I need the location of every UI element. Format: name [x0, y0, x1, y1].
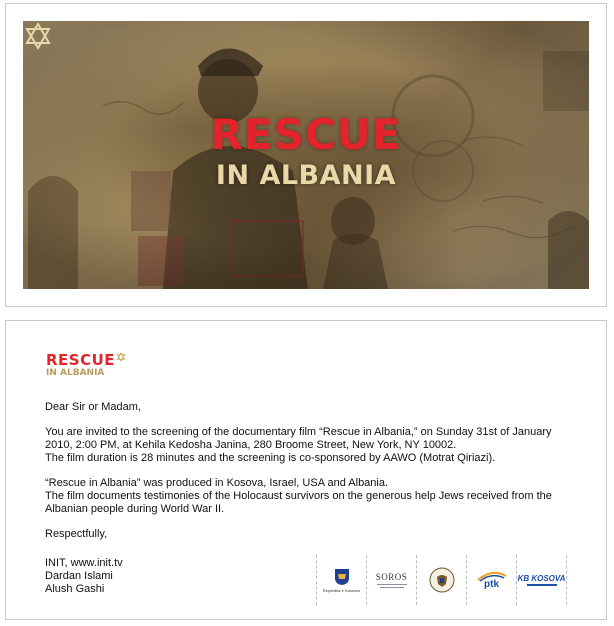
signature-block: [45, 557, 123, 596]
paragraph-1-line-3: The film duration is 28 minutes and the screening is co-sponsored by AAWO (Motrat Qiriazi).: [45, 452, 496, 464]
signature-line: Alush Gashi: [45, 583, 105, 595]
sponsor-kosovo-caption: Republika e Kosoves: [322, 587, 361, 593]
poster-subtitle: IN ALBANIA: [215, 160, 397, 191]
closing: Respectfully,: [45, 528, 108, 540]
kb-logo: KB KOSOVA: [517, 574, 566, 583]
paragraph-2-line-3: Albanian people during World War II.: [45, 503, 225, 515]
salutation: Dear Sir or Madam,: [45, 401, 141, 413]
poster-title: RESCUE: [210, 110, 402, 159]
paragraph-2-line-2: The film documents testimonies of the Holocaust survivors on the generous help Jews received from the: [45, 490, 552, 502]
poster-image: [23, 21, 589, 289]
sponsor-ptk: [466, 555, 516, 605]
letter-body: [45, 401, 593, 541]
paragraph-2-line-1: “Rescue in Albania” was produced in Kosova, Israel, USA and Albania.: [45, 477, 389, 489]
sponsor-logos: [316, 555, 567, 605]
star-of-david-icon: [116, 352, 126, 362]
small-logo: [46, 353, 115, 378]
signature-line: INIT, www.init.tv: [45, 557, 123, 569]
sponsor-kb: [516, 555, 567, 605]
logo-title: RESCUE: [46, 351, 116, 369]
paragraph-1-line-1: You are invited to the screening of the documentary film “Rescue in Albania,” on Sunday 31st of January: [45, 426, 552, 438]
poster-card: [5, 3, 607, 307]
soros-logo: SOROS: [375, 572, 408, 582]
invitation-letter-card: [5, 320, 607, 620]
sponsor-soros: [366, 555, 416, 605]
paragraph-1-line-2: 2010, 2:00 PM, at Kehila Kedosha Janina, 280 Broome Street, New York, NY 10002.: [45, 439, 457, 451]
logo-subtitle: IN ALBANIA: [46, 368, 105, 378]
us-seal-icon: [429, 567, 455, 593]
kosovo-coat-of-arms-icon: [334, 568, 350, 586]
sponsor-us-seal: [416, 555, 466, 605]
signature-line: Dardan Islami: [45, 570, 113, 582]
star-of-david-icon: [23, 21, 53, 51]
ptk-logo: ptk: [484, 579, 499, 590]
sponsor-kosovo: [316, 555, 366, 605]
